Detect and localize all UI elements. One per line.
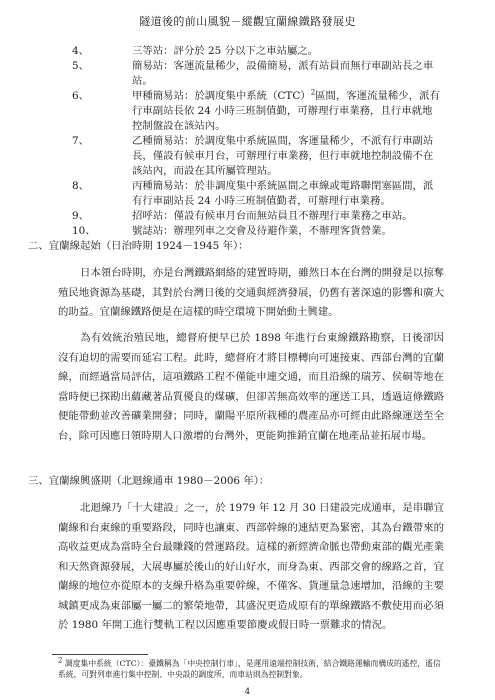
list-item-text: 三等站：評分於 25 分以下之車站屬之。 [132,45,319,57]
list-item-text: 甲種簡易站：於調度集中系統（CTC） [132,90,311,102]
paragraph-text: 為有效統治殖民地，總督府便早已於 1898 年進行台東線鐵路勘察，日後卻因沒有迫切的需要而延宕工程。此時，總督府才將目標轉向可連接東、西部台灣的宜蘭線，而經過當局評估，這項鐵路工程不僅能申連交通，而且沿線的瑞芳、侯硐等地在當時便已探勘出蘊藏著品質優良的煤礦，但卻苦無高效率的運送工具，透過這條鐵路便能帶動並改善礦業開發；同時，蘭陽平原所栽種的農產品亦可經由此路線運送至全台，除可因應日領時期人口激增的台灣外，更能夠推銷宜蘭在地產品並拓展市場。 [58,332,444,442]
list-item-number: 5、 [72,60,90,72]
list-item [60,224,442,239]
footnote-number: 2 [58,656,63,665]
list-item-text: 丙種簡易站：於非調度集中系統區間之車線或電路聯閉塞區間，派有行車副站長 24 小時三班制值勤者，可辦理行車業務。 [132,180,434,207]
list-item-text: 簡易站：客運流量稀少，設備簡易，派有站員而無行車副站長之車站。 [132,60,434,87]
list-item-text-with-footnote [132,89,442,134]
list-item-number: 9、 [72,210,90,222]
list-item [60,209,442,224]
section-heading: 三、宜蘭線興盛期（北迴線通車 1980－2006 年）： [28,475,270,487]
page-number: 4 [244,687,251,697]
list-item-number: 10、 [72,225,96,237]
list-item [60,134,442,179]
list-item-number: 8、 [72,180,90,192]
footnote [58,658,448,680]
footnote-text: 調度集中系統（CTC）：臺鐵稱為「中央控制行車」，是運用遠端控制技術，結合鐵路運輸而構成的遙控，遙信系統，可對列車進行集中控制、中央設的調度所，而車站則為控制對象。 [58,659,441,679]
body-paragraph [58,499,444,636]
footnote-divider [52,654,148,655]
footnote-marker: 2 [310,88,316,97]
section-heading: 二、宜蘭線起始（日治時期 1924－1945 年）： [28,240,249,252]
list-item-text: 招呼站：僅設有候車月台而無站員且不辦理行車業務之車站。 [132,210,413,222]
list-item-text-continued: 區間，客運流量稀少，派有行車副站長依 24 小時三班制值勤，可辦理行車業務，且行車就地控制盤設在該站內。 [132,90,440,132]
list-item-number: 6、 [72,90,90,102]
list-item-text: 乙種簡易站：於調度集中系統區間，客運量稀少，不派有行車副站長，僅設有候車月台，可辦理行車業務，但行車就地控制設備不在該站內，而設在其所屬管理站。 [132,135,434,177]
station-type-list [60,44,442,239]
list-item [60,44,442,59]
running-header: 隧道後的前山風貌－縱觀宜蘭線鐵路發展史 [139,15,356,28]
list-item [60,179,442,209]
body-paragraph [58,329,444,446]
list-item [60,89,442,134]
paragraph-text: 日本領台時期，亦是台灣鐵路網絡的建置時期，雖然日本在台灣的開發是以掠奪殖民地資源為基礎，其對於台灣日後的交通與經濟發展，仍舊有著深遠的影響和廣大的助益。宜蘭線鐵路便是在這樣的時空環境下開始動土興建。 [58,267,444,318]
list-item-text: 號誌站：辦理列車之交會及待避作業，不辦理客貨營業。 [132,225,392,237]
body-paragraph [58,264,444,323]
paragraph-text: 北迴線乃「十大建設」之一，於 1979 年 12 月 30 日建設完成通車，是串聯宜蘭線和台東線的重要路段，同時也讓東、西部幹線的連結更為緊密，其為台鐵帶來的高收益更成為當時全台最賺錢的營運路段。這樣的新經濟命脈也帶動東部的觀光產業和天然資源發展，大展專屬於後山的好山好水，而身為東、西部交會的線路之首，宜蘭線的地位亦從原本的支線升格為重要幹線，不僅客、貨運量急速增加，沿線的主要城鎮更成為東部屬一屬二的繁榮地帶，其盛況更造成原有的單線鐵路不敷使用而必須於 1980 年開工進行雙軌工程以因應重要節慶或假日時一票難求的情況。 [58,502,444,631]
list-item-number: 7、 [72,135,90,147]
list-item [60,59,442,89]
list-item-number: 4、 [72,45,90,57]
